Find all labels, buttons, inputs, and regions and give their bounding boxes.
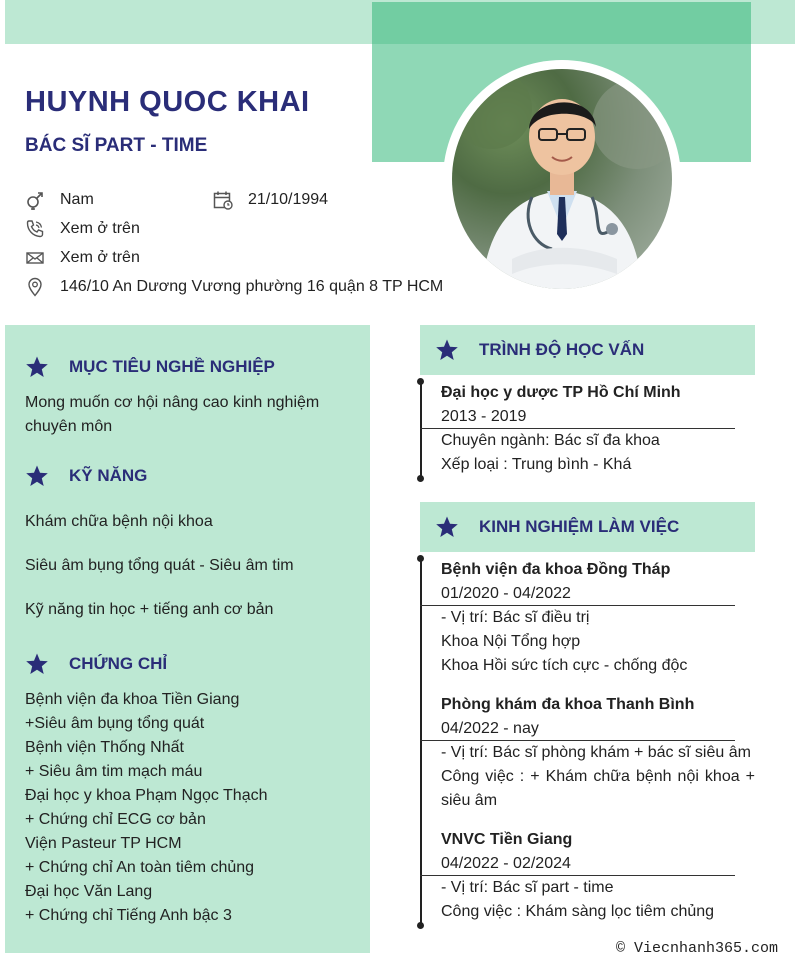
skill-item: Siêu âm bụng tổng quát - Siêu âm tim	[25, 557, 294, 574]
candidate-name: HUYNH QUOC KHAI	[25, 86, 310, 118]
section-experience-heading	[435, 515, 679, 539]
certificate-line: + Siêu âm tim mạch máu	[25, 763, 203, 780]
star-icon	[25, 464, 49, 488]
education-detail: Xếp loại : Trung bình - Khá	[441, 456, 632, 473]
section-education-heading	[435, 338, 644, 362]
info-gender	[25, 190, 94, 210]
job-detail: siêu âm	[441, 792, 498, 809]
certificates-heading: CHỨNG CHỈ	[69, 654, 168, 673]
birthdate-value: 21/10/1994	[248, 191, 329, 208]
certificate-line: Đại học Văn Lang	[25, 883, 153, 900]
gender-value: Nam	[60, 191, 94, 208]
objective-heading: MỤC TIÊU NGHỀ NGHIỆP	[69, 357, 275, 376]
certificate-line: Bệnh viện Thống Nhất	[25, 739, 184, 756]
timeline-dot	[417, 378, 424, 385]
experience-heading: KINH NGHIỆM LÀM VIỆC	[479, 517, 680, 536]
job-detail: - Vị trí: Bác sĩ part - time	[441, 879, 614, 896]
star-icon	[435, 515, 459, 539]
experience-timeline	[420, 558, 422, 925]
skill-item: Khám chữa bệnh nội khoa	[25, 513, 213, 530]
timeline-dot	[417, 555, 424, 562]
info-phone	[25, 219, 140, 239]
job-detail: - Vị trí: Bác sĩ phòng khám + bác sĩ siêu âm	[441, 744, 751, 761]
education-heading: TRÌNH ĐỘ HỌC VẤN	[479, 340, 645, 359]
job-period: 04/2022 - 02/2024	[441, 855, 571, 872]
certificate-line: Bệnh viện đa khoa Tiền Giang	[25, 691, 240, 708]
watermark: © Viecnhanh365.com	[616, 940, 779, 957]
phone-icon	[25, 219, 45, 239]
job-company: VNVC Tiền Giang	[441, 831, 573, 848]
objective-line: Mong muốn cơ hội nâng cao kinh nghiệm	[25, 394, 320, 411]
education-timeline	[420, 381, 422, 479]
objective-line: chuyên môn	[25, 418, 113, 435]
gender-icon	[25, 190, 45, 210]
section-skills-heading	[25, 464, 147, 488]
section-certificates-heading	[25, 652, 167, 676]
certificate-line: + Chứng chỉ An toàn tiêm chủng	[25, 859, 255, 876]
job-detail: Công việc : + Khám chữa bệnh nội khoa +	[441, 768, 755, 785]
email-value: Xem ở trên	[60, 249, 140, 266]
certificate-line: + Chứng chỉ Tiếng Anh bậc 3	[25, 907, 232, 924]
job-period: 04/2022 - nay	[441, 720, 539, 737]
email-icon	[25, 248, 45, 268]
education-school: Đại học y dược TP Hồ Chí Minh	[441, 384, 681, 401]
education-period: 2013 - 2019	[441, 408, 527, 425]
skill-item: Kỹ năng tin học + tiếng anh cơ bản	[25, 601, 274, 618]
star-icon	[25, 652, 49, 676]
info-email	[25, 248, 140, 268]
job-period: 01/2020 - 04/2022	[441, 585, 571, 602]
info-birthdate	[213, 190, 328, 210]
star-icon	[435, 338, 459, 362]
location-icon	[25, 277, 45, 297]
certificate-line: Đại học y khoa Phạm Ngọc Thạch	[25, 787, 268, 804]
calendar-icon	[213, 190, 233, 210]
address-value: 146/10 An Dương Vương phường 16 quận 8 TP HCM	[60, 278, 444, 295]
timeline-dot	[417, 922, 424, 929]
certificate-line: +Siêu âm bụng tổng quát	[25, 715, 205, 732]
avatar	[452, 69, 672, 289]
header-accent-overlap	[372, 2, 751, 44]
job-detail: Công việc : Khám sàng lọc tiêm chủng	[441, 903, 715, 920]
certificate-line: Viện Pasteur TP HCM	[25, 835, 182, 852]
job-detail: Khoa Nội Tổng hợp	[441, 633, 581, 650]
job-detail: Khoa Hồi sức tích cực - chống độc	[441, 657, 688, 674]
education-detail: Chuyên ngành: Bác sĩ đa khoa	[441, 432, 660, 449]
certificate-line: + Chứng chỉ ECG cơ bản	[25, 811, 206, 828]
section-objective-heading	[25, 355, 275, 379]
timeline-dot	[417, 475, 424, 482]
job-company: Phòng khám đa khoa Thanh Bình	[441, 696, 695, 713]
skills-heading: KỸ NĂNG	[69, 466, 148, 485]
phone-value: Xem ở trên	[60, 220, 140, 237]
job-detail: - Vị trí: Bác sĩ điều trị	[441, 609, 590, 626]
job-title: BÁC SĨ PART - TIME	[25, 135, 208, 156]
star-icon	[25, 355, 49, 379]
info-address	[25, 277, 443, 297]
job-company: Bệnh viện đa khoa Đồng Tháp	[441, 561, 671, 578]
